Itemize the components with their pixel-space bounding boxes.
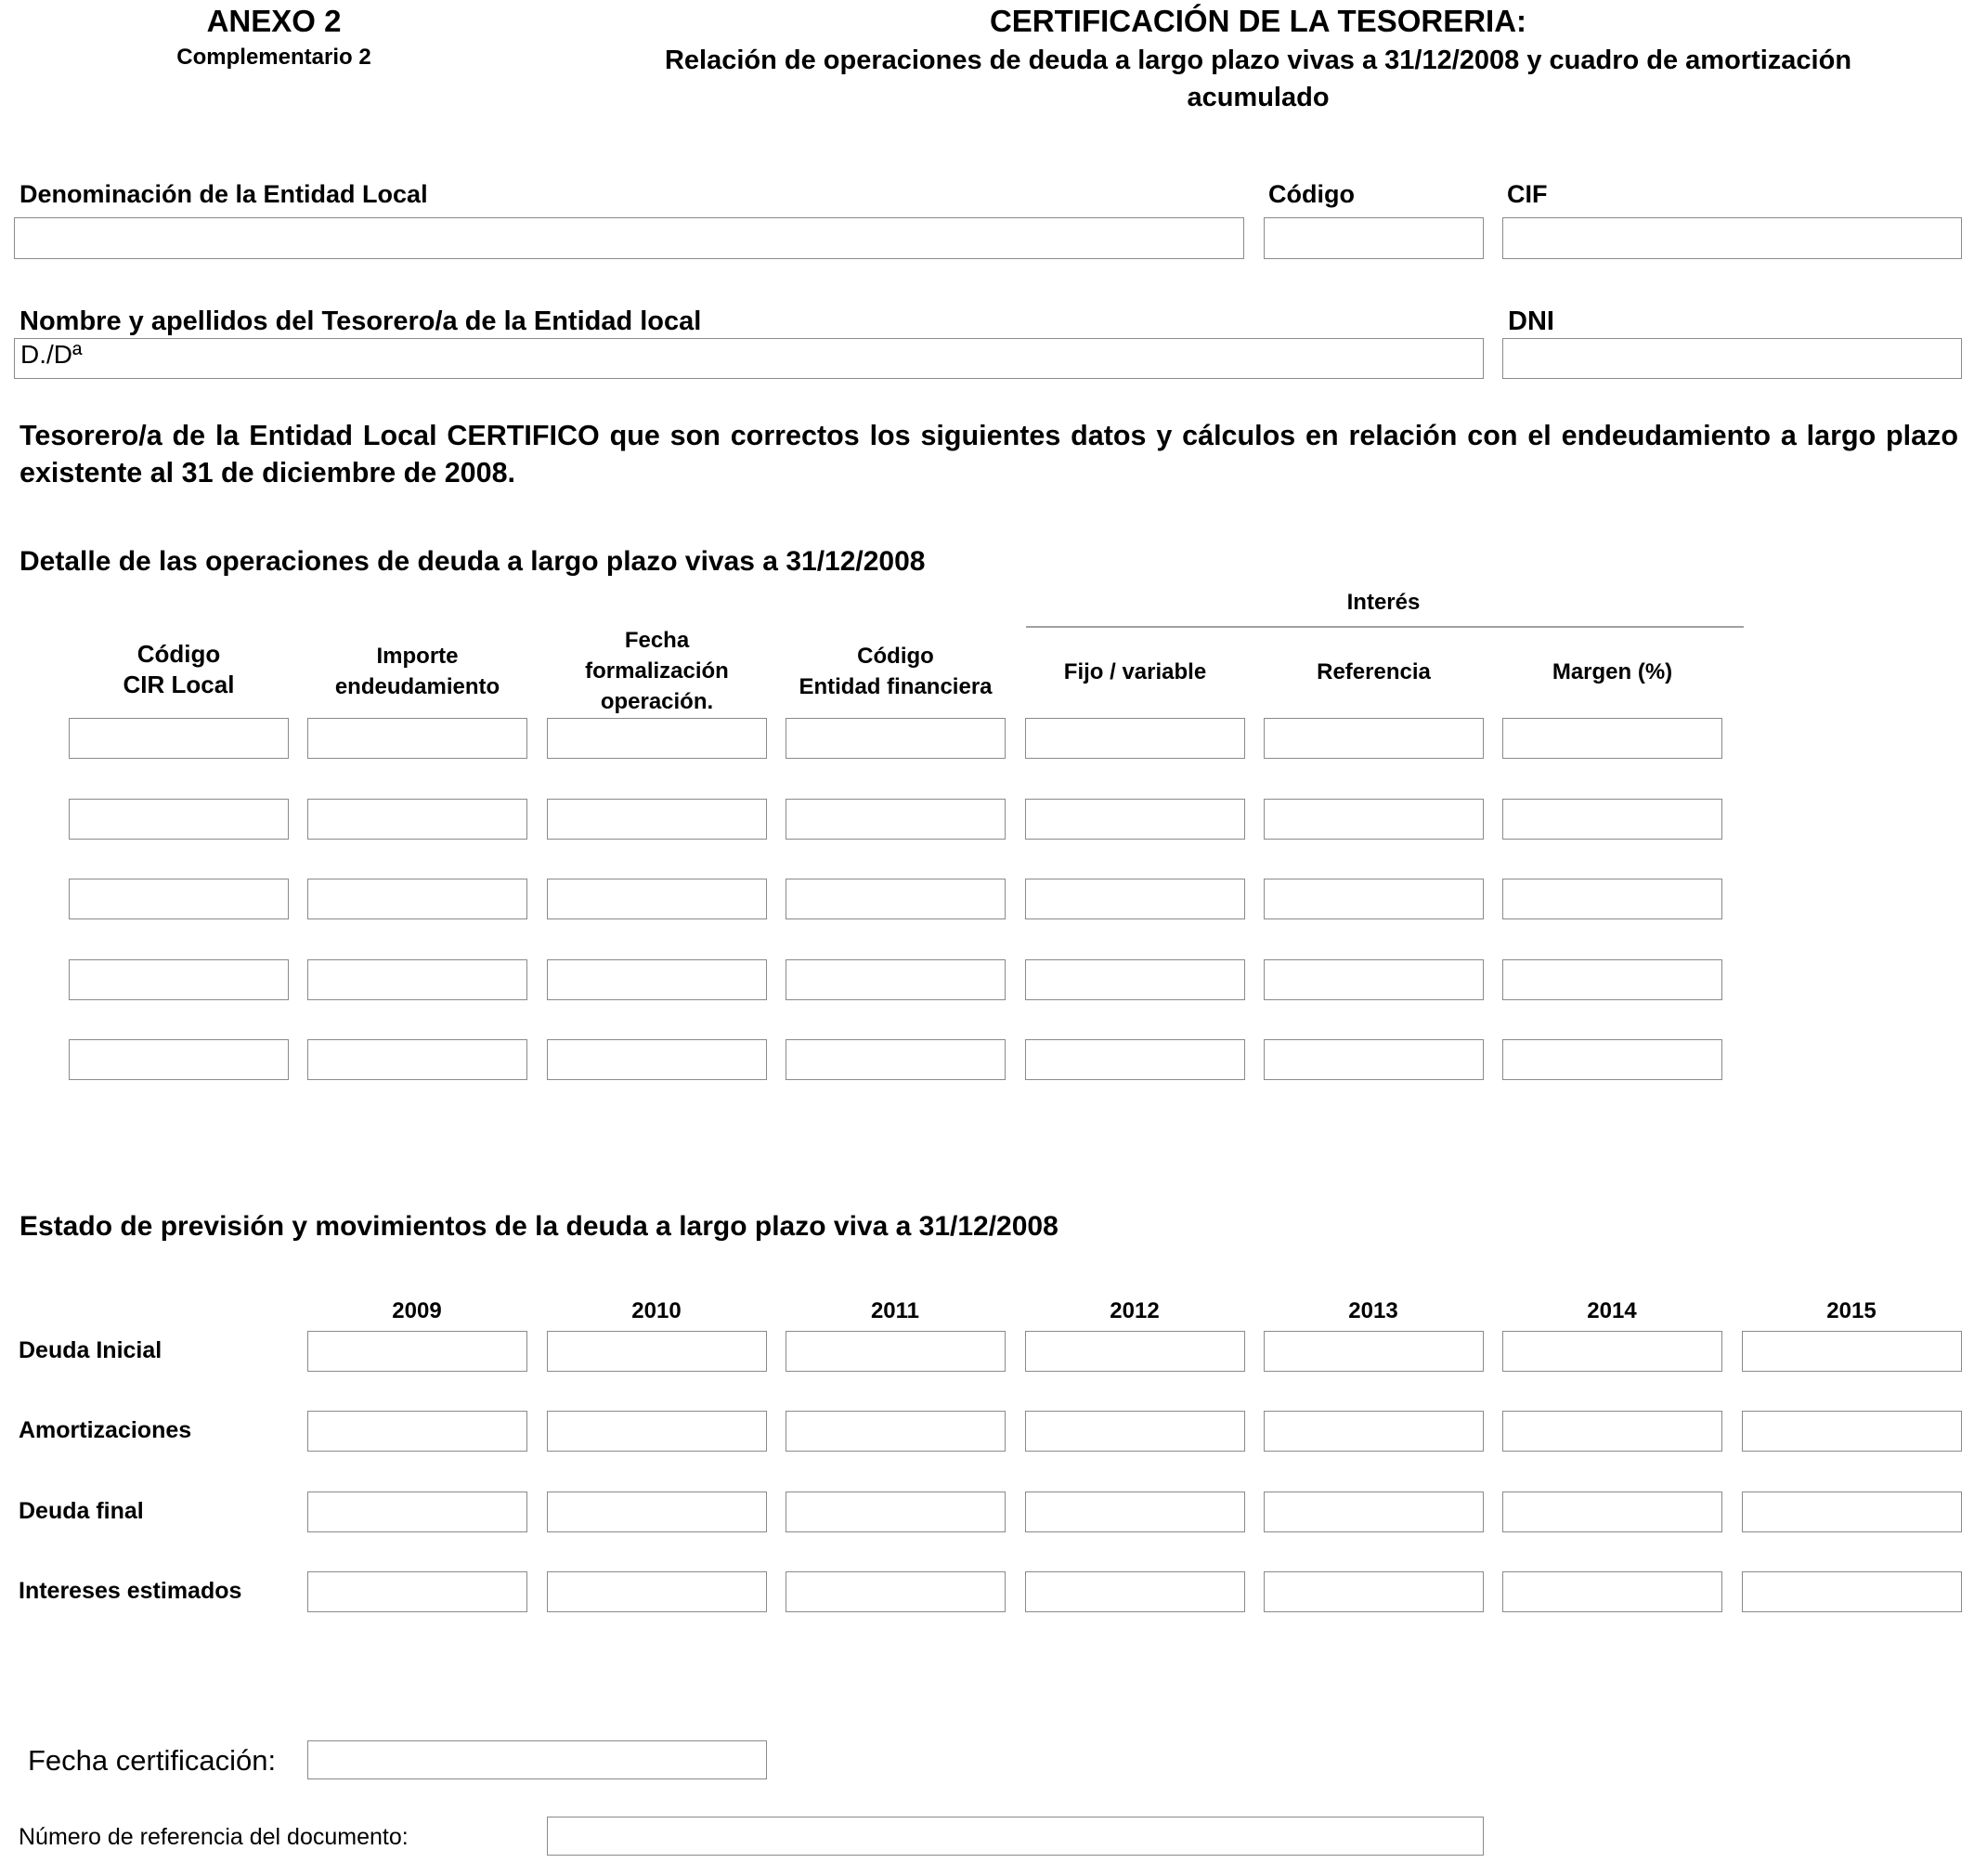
treasurer-name-prefix: D./Dª xyxy=(20,340,83,369)
forecast-section-title: Estado de previsión y movimientos de la deuda a largo plazo viva a 31/12/2008 xyxy=(19,1211,1058,1242)
entity-cif-label: CIF xyxy=(1507,180,1548,208)
operations-column-header-line: Margen (%) xyxy=(1552,659,1673,684)
forecast-row-label: Deuda final xyxy=(19,1498,144,1524)
operations-cell-input[interactable] xyxy=(786,718,1006,759)
forecast-cell-input[interactable] xyxy=(786,1571,1006,1612)
operations-column-header-line: endeudamiento xyxy=(334,674,500,699)
operations-cell-input[interactable] xyxy=(1502,879,1722,919)
operations-cell-input[interactable] xyxy=(1025,718,1245,759)
forecast-cell-input[interactable] xyxy=(307,1411,527,1452)
operations-cell-input[interactable] xyxy=(1264,959,1484,1000)
operations-cell-input[interactable] xyxy=(1025,1039,1245,1080)
operations-column-header-line: formalización xyxy=(585,658,729,684)
entity-name-label: Denominación de la Entidad Local xyxy=(19,180,428,208)
forecast-cell-input[interactable] xyxy=(1025,1411,1245,1452)
operations-cell-input[interactable] xyxy=(1025,959,1245,1000)
operations-cell-input[interactable] xyxy=(69,879,289,919)
operations-cell-input[interactable] xyxy=(547,879,767,919)
operations-column-header-line: CIR Local xyxy=(123,671,235,698)
operations-cell-input[interactable] xyxy=(1264,718,1484,759)
interest-group-divider xyxy=(1026,626,1744,628)
operations-cell-input[interactable] xyxy=(69,959,289,1000)
annex-subtitle: Complementario 2 xyxy=(176,45,371,70)
forecast-cell-input[interactable] xyxy=(307,1492,527,1532)
forecast-cell-input[interactable] xyxy=(547,1411,767,1452)
operations-cell-input[interactable] xyxy=(1502,718,1722,759)
forecast-year-header: 2010 xyxy=(631,1298,682,1323)
operations-cell-input[interactable] xyxy=(307,718,527,759)
certification-date-label: Fecha certificación: xyxy=(28,1744,277,1777)
operations-cell-input[interactable] xyxy=(307,1039,527,1080)
operations-column-header xyxy=(50,639,307,700)
operations-column-header-line: Fijo / variable xyxy=(1063,659,1207,684)
operations-cell-input[interactable] xyxy=(69,799,289,840)
operations-column-header xyxy=(289,641,546,702)
operations-cell-input[interactable] xyxy=(786,879,1006,919)
entity-name-field[interactable] xyxy=(14,217,1244,259)
page-subtitle-line2: acumulado xyxy=(1187,83,1330,112)
operations-cell-input[interactable] xyxy=(786,799,1006,840)
document-reference-field[interactable] xyxy=(547,1817,1484,1856)
forecast-cell-input[interactable] xyxy=(786,1411,1006,1452)
entity-code-label: Código xyxy=(1268,180,1355,208)
forecast-year-header: 2013 xyxy=(1348,1298,1398,1323)
forecast-cell-input[interactable] xyxy=(1742,1331,1962,1372)
treasurer-name-field[interactable] xyxy=(14,338,1484,379)
forecast-cell-input[interactable] xyxy=(307,1571,527,1612)
operations-column-header xyxy=(1484,657,1741,687)
forecast-cell-input[interactable] xyxy=(1502,1492,1722,1532)
forecast-cell-input[interactable] xyxy=(1025,1571,1245,1612)
forecast-cell-input[interactable] xyxy=(1742,1411,1962,1452)
operations-cell-input[interactable] xyxy=(69,1039,289,1080)
treasurer-dni-field[interactable] xyxy=(1502,338,1962,379)
operations-column-header-line: Referencia xyxy=(1317,659,1431,684)
operations-cell-input[interactable] xyxy=(1502,959,1722,1000)
forecast-cell-input[interactable] xyxy=(1502,1331,1722,1372)
forecast-cell-input[interactable] xyxy=(1502,1571,1722,1612)
page-title: CERTIFICACIÓN DE LA TESORERIA: xyxy=(989,4,1527,38)
forecast-year-header: 2012 xyxy=(1110,1298,1160,1323)
forecast-cell-input[interactable] xyxy=(786,1331,1006,1372)
page-subtitle-line1: Relación de operaciones de deuda a largo plazo vivas a 31/12/2008 y cuadro de amortización xyxy=(664,46,1852,75)
forecast-cell-input[interactable] xyxy=(1742,1571,1962,1612)
forecast-row-label: Amortizaciones xyxy=(19,1417,192,1443)
operations-cell-input[interactable] xyxy=(1025,799,1245,840)
forecast-cell-input[interactable] xyxy=(547,1492,767,1532)
forecast-cell-input[interactable] xyxy=(1264,1571,1484,1612)
forecast-year-header: 2014 xyxy=(1587,1298,1637,1323)
forecast-cell-input[interactable] xyxy=(1264,1411,1484,1452)
operations-cell-input[interactable] xyxy=(786,959,1006,1000)
operations-column-header xyxy=(1245,657,1502,687)
forecast-cell-input[interactable] xyxy=(1264,1492,1484,1532)
treasurer-dni-label: DNI xyxy=(1508,306,1554,336)
operations-column-header-line: Importe xyxy=(376,644,459,669)
forecast-row-label: Intereses estimados xyxy=(19,1578,242,1604)
operations-column-header-line: Fecha xyxy=(624,628,690,653)
entity-cif-field[interactable] xyxy=(1502,217,1962,259)
operations-section-title: Detalle de las operaciones de deuda a largo plazo vivas a 31/12/2008 xyxy=(19,546,926,577)
operations-column-header xyxy=(767,641,1024,702)
operations-cell-input[interactable] xyxy=(547,718,767,759)
interest-group-label: Interés xyxy=(1346,590,1421,615)
forecast-cell-input[interactable] xyxy=(547,1571,767,1612)
operations-column-header-line: Código xyxy=(136,640,221,668)
forecast-cell-input[interactable] xyxy=(1264,1331,1484,1372)
operations-cell-input[interactable] xyxy=(307,879,527,919)
forecast-cell-input[interactable] xyxy=(1025,1331,1245,1372)
forecast-year-header: 2015 xyxy=(1826,1298,1877,1323)
operations-cell-input[interactable] xyxy=(1264,1039,1484,1080)
operations-column-header-line: Entidad financiera xyxy=(799,674,993,699)
operations-cell-input[interactable] xyxy=(1502,799,1722,840)
operations-cell-input[interactable] xyxy=(1264,879,1484,919)
annex-title: ANEXO 2 xyxy=(206,4,342,38)
certification-date-field[interactable] xyxy=(307,1740,767,1779)
operations-cell-input[interactable] xyxy=(307,959,527,1000)
forecast-cell-input[interactable] xyxy=(547,1331,767,1372)
operations-cell-input[interactable] xyxy=(69,718,289,759)
forecast-year-header: 2011 xyxy=(870,1298,920,1323)
operations-column-header-line: Código xyxy=(857,644,934,669)
operations-cell-input[interactable] xyxy=(307,799,527,840)
forecast-cell-input[interactable] xyxy=(307,1331,527,1372)
operations-cell-input[interactable] xyxy=(1264,799,1484,840)
forecast-row-label: Deuda Inicial xyxy=(19,1337,162,1363)
document-reference-label: Número de referencia del documento: xyxy=(19,1824,409,1850)
operations-cell-input[interactable] xyxy=(547,799,767,840)
forecast-cell-input[interactable] xyxy=(1025,1492,1245,1532)
treasurer-name-label: Nombre y apellidos del Tesorero/a de la Entidad local xyxy=(19,306,702,336)
certify-statement: Tesorero/a de la Entidad Local CERTIFICO que son correctos los siguientes datos y cálculos en relación con el endeudamiento a largo plazo existente al 31 de diciembre de 2008. xyxy=(19,420,1958,489)
operations-column-header-line: operación. xyxy=(600,689,714,714)
operations-cell-input[interactable] xyxy=(1025,879,1245,919)
operations-cell-input[interactable] xyxy=(547,959,767,1000)
entity-code-field[interactable] xyxy=(1264,217,1484,259)
forecast-cell-input[interactable] xyxy=(1742,1492,1962,1532)
forecast-cell-input[interactable] xyxy=(1502,1411,1722,1452)
forecast-cell-input[interactable] xyxy=(786,1492,1006,1532)
operations-column-header xyxy=(528,625,786,717)
forecast-year-header: 2009 xyxy=(392,1298,442,1323)
operations-cell-input[interactable] xyxy=(786,1039,1006,1080)
operations-cell-input[interactable] xyxy=(1502,1039,1722,1080)
operations-cell-input[interactable] xyxy=(547,1039,767,1080)
operations-column-header xyxy=(1006,657,1264,687)
